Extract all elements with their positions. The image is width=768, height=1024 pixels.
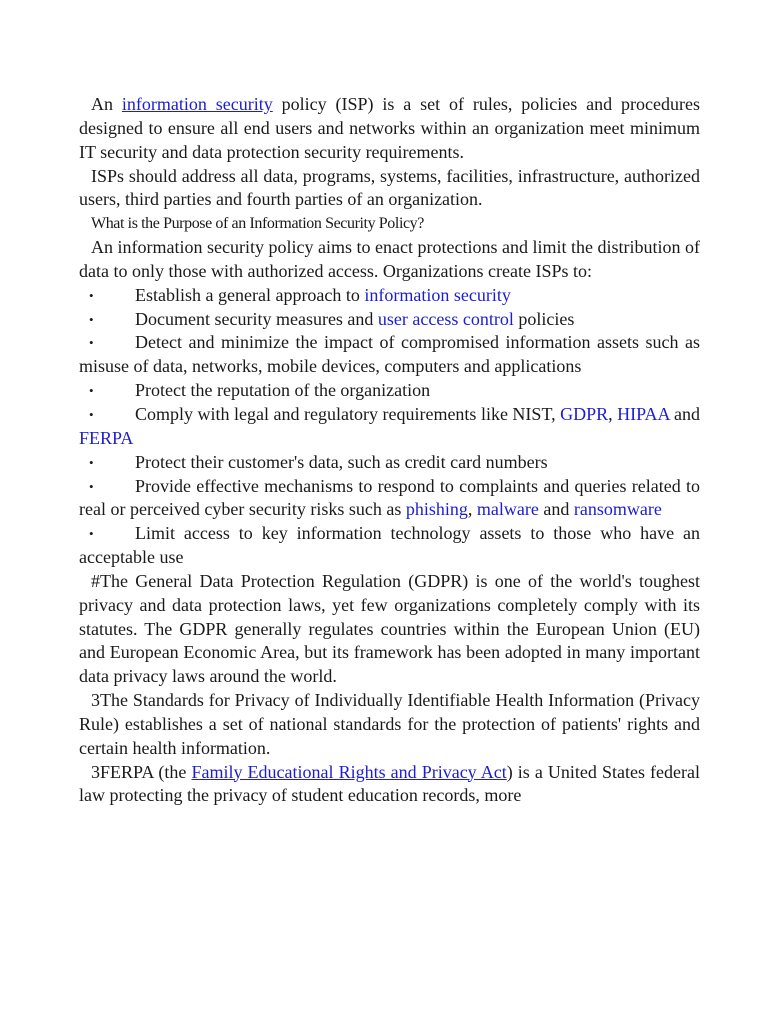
phishing-link[interactable]: phishing xyxy=(405,499,468,520)
list-item: • Comply with legal and regulatory requirements like NIST, GDPR, HIPAA and FERPA xyxy=(79,403,700,448)
ferpa-act-link[interactable]: Family Educational Rights and Privacy Act xyxy=(191,761,507,782)
malware-link[interactable]: malware xyxy=(476,499,539,520)
bullet-icon: • xyxy=(89,478,94,494)
bullet-icon: • xyxy=(89,526,94,542)
bullet-icon: • xyxy=(89,287,94,303)
bullet-icon: • xyxy=(89,383,94,399)
bullet-icon: • xyxy=(89,406,94,422)
hipaa-link[interactable]: HIPAA xyxy=(617,403,670,424)
user-access-control-link[interactable]: user access control xyxy=(377,308,514,329)
intro-rest: policy (ISP) is a set of rules, policies and procedures designed to ensure all end users and networks within an organization meet minimum IT security and data protection security requirements. xyxy=(79,94,701,162)
information-security-link-2[interactable]: information security xyxy=(364,284,511,305)
bullet-icon: • xyxy=(89,454,94,470)
scope-paragraph: ISPs should address all data, programs, systems, facilities, infrastructure, authorized users, third parties and fourth parties of an organization. xyxy=(79,165,700,210)
list-item: • Document security measures and user access control policies xyxy=(79,308,700,332)
list-item: • Limit access to key information technology assets to those who have an acceptable use xyxy=(79,523,700,568)
gdpr-footnote: #The General Data Protection Regulation (GDPR) is one of the world's toughest privacy and data protection laws, yet few organizations completely comply with its statutes. The GDPR generally regulates countries within the European Union (EU) and European Economic Area, but its framework has been adopted in many important data privacy laws around the world. xyxy=(79,570,700,687)
intro-prefix: An xyxy=(91,94,122,114)
list-item: • Protect the reputation of the organization xyxy=(79,379,700,403)
list-item: • Provide effective mechanisms to respond to complaints and queries related to real or perceived cyber security risks such as phishing, malware and ransomware xyxy=(79,475,700,520)
purpose-paragraph: An information security policy aims to enact protections and limit the distribution of data to only those with authorized access. Organizations create ISPs to: xyxy=(79,237,700,281)
list-item: • Protect their customer's data, such as credit card numbers xyxy=(79,451,700,475)
ransomware-link[interactable]: ransomware xyxy=(573,499,662,520)
list-item: • Establish a general approach to information security xyxy=(79,284,700,308)
section-heading: What is the Purpose of an Information Security Policy? xyxy=(91,215,424,233)
bullet-icon: • xyxy=(89,311,94,327)
document-body xyxy=(79,93,700,808)
list-item: • Detect and minimize the impact of compromised information assets such as misuse of data, networks, mobile devices, computers and applications xyxy=(79,332,700,377)
ferpa-link[interactable]: FERPA xyxy=(79,427,134,448)
bullet-icon: • xyxy=(89,335,94,351)
gdpr-link[interactable]: GDPR xyxy=(560,403,609,424)
ferpa-footnote: 3FERPA (the Family Educational Rights and Privacy Act) is a United States federal law protecting the privacy of student education records, more xyxy=(79,761,700,806)
information-security-link[interactable]: information security xyxy=(121,94,273,114)
intro-paragraph xyxy=(79,93,700,165)
hipaa-footnote: 3The Standards for Privacy of Individually Identifiable Health Information (Privacy Rule) establishes a set of national standards for the protection of patients' rights and certain health information. xyxy=(79,690,700,758)
